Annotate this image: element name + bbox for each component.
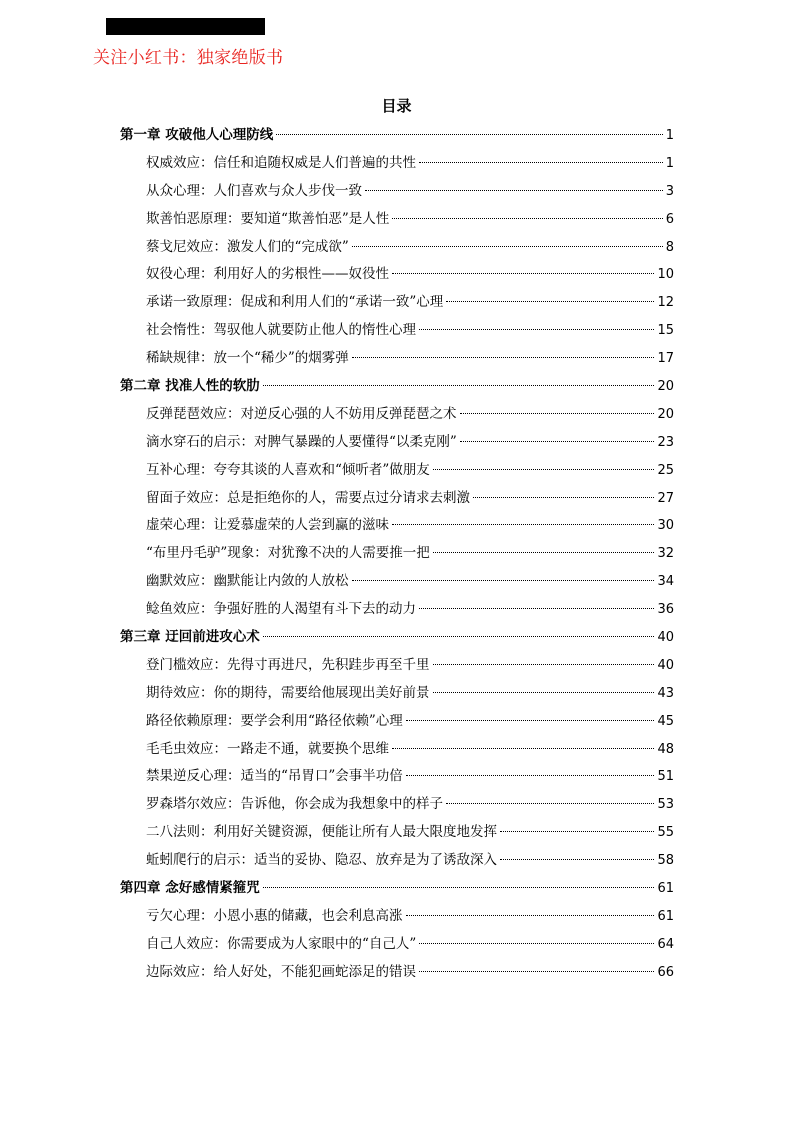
- toc-entry-label: 自己人效应：你需要成为人家眼中的“自己人”: [146, 935, 417, 952]
- toc-title: 目录: [381, 97, 412, 115]
- toc-dot-leader: [433, 664, 655, 665]
- toc-entry[interactable]: [120, 512, 674, 540]
- toc-entry-label: 第一章 攻破他人心理防线: [120, 127, 274, 143]
- toc-page-number: 25: [657, 462, 674, 478]
- toc-entry-label: 权威效应：信任和追随权威是人们普遍的共性: [146, 154, 416, 171]
- toc-dot-leader: [392, 748, 654, 749]
- toc-dot-leader: [446, 803, 654, 804]
- toc-entry-label: 承诺一致原理：促成和利用人们的“承诺一致”心理: [146, 294, 444, 311]
- redaction-bar: [106, 18, 265, 35]
- toc-entry-label: 稀缺规律：放一个“稀少”的烟雾弹: [146, 350, 349, 367]
- toc-dot-leader: [419, 162, 663, 163]
- toc-page-number: 40: [657, 657, 674, 673]
- toc-entry[interactable]: [120, 847, 674, 875]
- toc-entry[interactable]: [120, 819, 674, 847]
- toc-chapter-entry[interactable]: [120, 624, 674, 652]
- toc-chapter-entry[interactable]: [120, 373, 674, 401]
- toc-entry-label: 第三章 迂回前进攻心术: [120, 629, 260, 646]
- toc-entry-label: 蚯蚓爬行的启示：适当的妥协、隐忍、放弃是为了诱敌深入: [146, 852, 497, 869]
- toc-page-number: 1: [665, 155, 674, 171]
- toc-entry[interactable]: [120, 680, 674, 708]
- toc-entry-label: 滴水穿石的启示：对脾气暴躁的人要懂得“以柔克刚”: [146, 433, 457, 450]
- toc-entry[interactable]: [120, 289, 674, 317]
- toc-entry-label: “布里丹毛驴”现象：对犹豫不决的人需要推一把: [146, 545, 430, 562]
- toc-entry[interactable]: [120, 708, 674, 736]
- toc-entry[interactable]: [120, 457, 674, 485]
- toc-page-number: 6: [665, 211, 674, 227]
- toc-entry-label: 幽默效应：幽默能让内敛的人放松: [146, 573, 349, 590]
- toc-dot-leader: [406, 720, 655, 721]
- toc-page-number: 10: [657, 267, 674, 283]
- toc-entry[interactable]: [120, 959, 674, 987]
- toc-entry[interactable]: [120, 401, 674, 429]
- toc-entry[interactable]: [120, 150, 674, 178]
- toc-page-number: 3: [665, 183, 674, 199]
- toc-dot-leader: [263, 887, 655, 888]
- toc-dot-leader: [460, 413, 655, 414]
- toc-entry-label: 蔡戈尼效应：激发人们的“完成欲”: [146, 238, 349, 255]
- toc-dot-leader: [392, 524, 654, 525]
- toc-entry[interactable]: [120, 652, 674, 680]
- toc-entry-label: 亏欠心理：小恩小惠的储藏，也会利息高涨: [146, 907, 403, 924]
- toc-entry-label: 路径依赖原理：要学会利用“路径依赖”心理: [146, 712, 403, 729]
- toc-page-number: 40: [657, 630, 674, 646]
- toc-entry-label: 留面子效应：总是拒绝你的人，需要点过分请求去刺激: [146, 489, 470, 506]
- toc-dot-leader: [406, 915, 655, 916]
- toc-page-number: 66: [657, 964, 674, 980]
- toc-entry-label: 第二章 找准人性的软肋: [120, 378, 260, 395]
- toc-dot-leader: [263, 385, 655, 386]
- toc-dot-leader: [500, 831, 654, 832]
- toc-entry-label: 毛毛虫效应：一路走不通，就要换个思维: [146, 740, 389, 757]
- toc-dot-leader: [419, 329, 654, 330]
- toc-dot-leader: [276, 134, 663, 135]
- toc-dot-leader: [352, 246, 663, 247]
- toc-dot-leader: [460, 441, 655, 442]
- toc-entry-label: 欺善怕恶原理：要知道“欺善怕恶”是人性: [146, 210, 390, 227]
- toc-entry-label: 社会惰性：驾驭他人就要防止他人的惰性心理: [146, 322, 416, 339]
- toc-page-number: 20: [657, 406, 674, 422]
- toc-entry[interactable]: [120, 206, 674, 234]
- toc-page-number: 43: [657, 685, 674, 701]
- toc-page-number: 48: [657, 741, 674, 757]
- toc-page-number: 8: [665, 239, 674, 255]
- toc-page-number: 64: [657, 936, 674, 952]
- toc-entry[interactable]: [120, 345, 674, 373]
- watermark-text: 关注小红书：独家绝版书: [93, 48, 284, 68]
- toc-page-number: 1: [665, 128, 674, 143]
- toc-entry-label: 边际效应：给人好处，不能犯画蛇添足的错误: [146, 963, 416, 980]
- toc-entry-label: 罗森塔尔效应：告诉他，你会成为我想象中的样子: [146, 796, 443, 813]
- toc-dot-leader: [419, 943, 654, 944]
- toc-entry-label: 从众心理：人们喜欢与众人步伐一致: [146, 182, 362, 199]
- toc-page-number: 32: [657, 546, 674, 562]
- toc-page-number: 15: [657, 323, 674, 339]
- toc-dot-leader: [433, 552, 655, 553]
- toc-entry-label: 反弹琵琶效应：对逆反心强的人不妨用反弹琵琶之术: [146, 405, 457, 422]
- toc-entry-label: 奴役心理：利用好人的劣根性——奴役性: [146, 266, 389, 283]
- toc-dot-leader: [392, 273, 654, 274]
- toc-chapter-entry[interactable]: [120, 122, 674, 150]
- toc-dot-leader: [352, 357, 655, 358]
- toc-entry[interactable]: [120, 903, 674, 931]
- toc-entry[interactable]: [120, 178, 674, 206]
- toc-page-number: 58: [657, 853, 674, 869]
- toc-entry[interactable]: [120, 596, 674, 624]
- toc-entry-label: 第四章 念好感情紧箍咒: [120, 880, 260, 897]
- toc-page-number: 12: [657, 295, 674, 311]
- toc-chapter-entry[interactable]: [120, 875, 674, 903]
- toc-page-number: 61: [657, 908, 674, 924]
- toc-entry[interactable]: [120, 234, 674, 262]
- toc-page-number: 30: [657, 518, 674, 534]
- toc-dot-leader: [433, 692, 655, 693]
- toc-page-number: 20: [657, 379, 674, 395]
- toc-page-number: 55: [657, 825, 674, 841]
- toc-entry[interactable]: [120, 429, 674, 457]
- toc-entry[interactable]: [120, 485, 674, 513]
- toc-page-number: 27: [657, 490, 674, 506]
- toc-dot-leader: [433, 469, 655, 470]
- toc-entry[interactable]: [120, 261, 674, 289]
- toc-dot-leader: [406, 775, 655, 776]
- toc-entry[interactable]: [120, 931, 674, 959]
- toc-page-number: 53: [657, 797, 674, 813]
- toc-entry-label: 二八法则：利用好关键资源，便能让所有人最大限度地发挥: [146, 824, 497, 841]
- toc-entry[interactable]: [120, 763, 674, 791]
- toc-entry[interactable]: [120, 791, 674, 819]
- toc-page-number: 36: [657, 602, 674, 618]
- toc-entry[interactable]: [120, 568, 674, 596]
- toc-dot-leader: [392, 218, 662, 219]
- toc-dot-leader: [419, 608, 654, 609]
- toc-entry[interactable]: [120, 540, 674, 568]
- toc-dot-leader: [419, 971, 654, 972]
- toc-entry-label: 鲶鱼效应：争强好胜的人渴望有斗下去的动力: [146, 601, 416, 618]
- toc-dot-leader: [473, 497, 654, 498]
- toc-entry-label: 虚荣心理：让爱慕虚荣的人尝到赢的滋味: [146, 517, 389, 534]
- toc-entry-label: 互补心理：夸夸其谈的人喜欢和“倾听者”做朋友: [146, 461, 430, 478]
- toc-entry[interactable]: [120, 736, 674, 764]
- toc-page-number: 61: [657, 881, 674, 897]
- toc-entry-label: 期待效应：你的期待，需要给他展现出美好前景: [146, 684, 430, 701]
- toc-dot-leader: [446, 301, 654, 302]
- toc-page-number: 17: [657, 351, 674, 367]
- toc-page-number: 45: [657, 713, 674, 729]
- toc-dot-leader: [365, 190, 663, 191]
- toc-page-number: 34: [657, 574, 674, 590]
- table-of-contents: [120, 122, 674, 987]
- toc-dot-leader: [352, 580, 655, 581]
- toc-entry[interactable]: [120, 317, 674, 345]
- toc-dot-leader: [500, 859, 654, 860]
- toc-page-number: 23: [657, 434, 674, 450]
- toc-entry-label: 登门槛效应：先得寸再进尺，先积跬步再至千里: [146, 656, 430, 673]
- toc-entry-label: 禁果逆反心理：适当的“吊胃口”会事半功倍: [146, 768, 403, 785]
- toc-page-number: 51: [657, 769, 674, 785]
- toc-dot-leader: [263, 636, 655, 637]
